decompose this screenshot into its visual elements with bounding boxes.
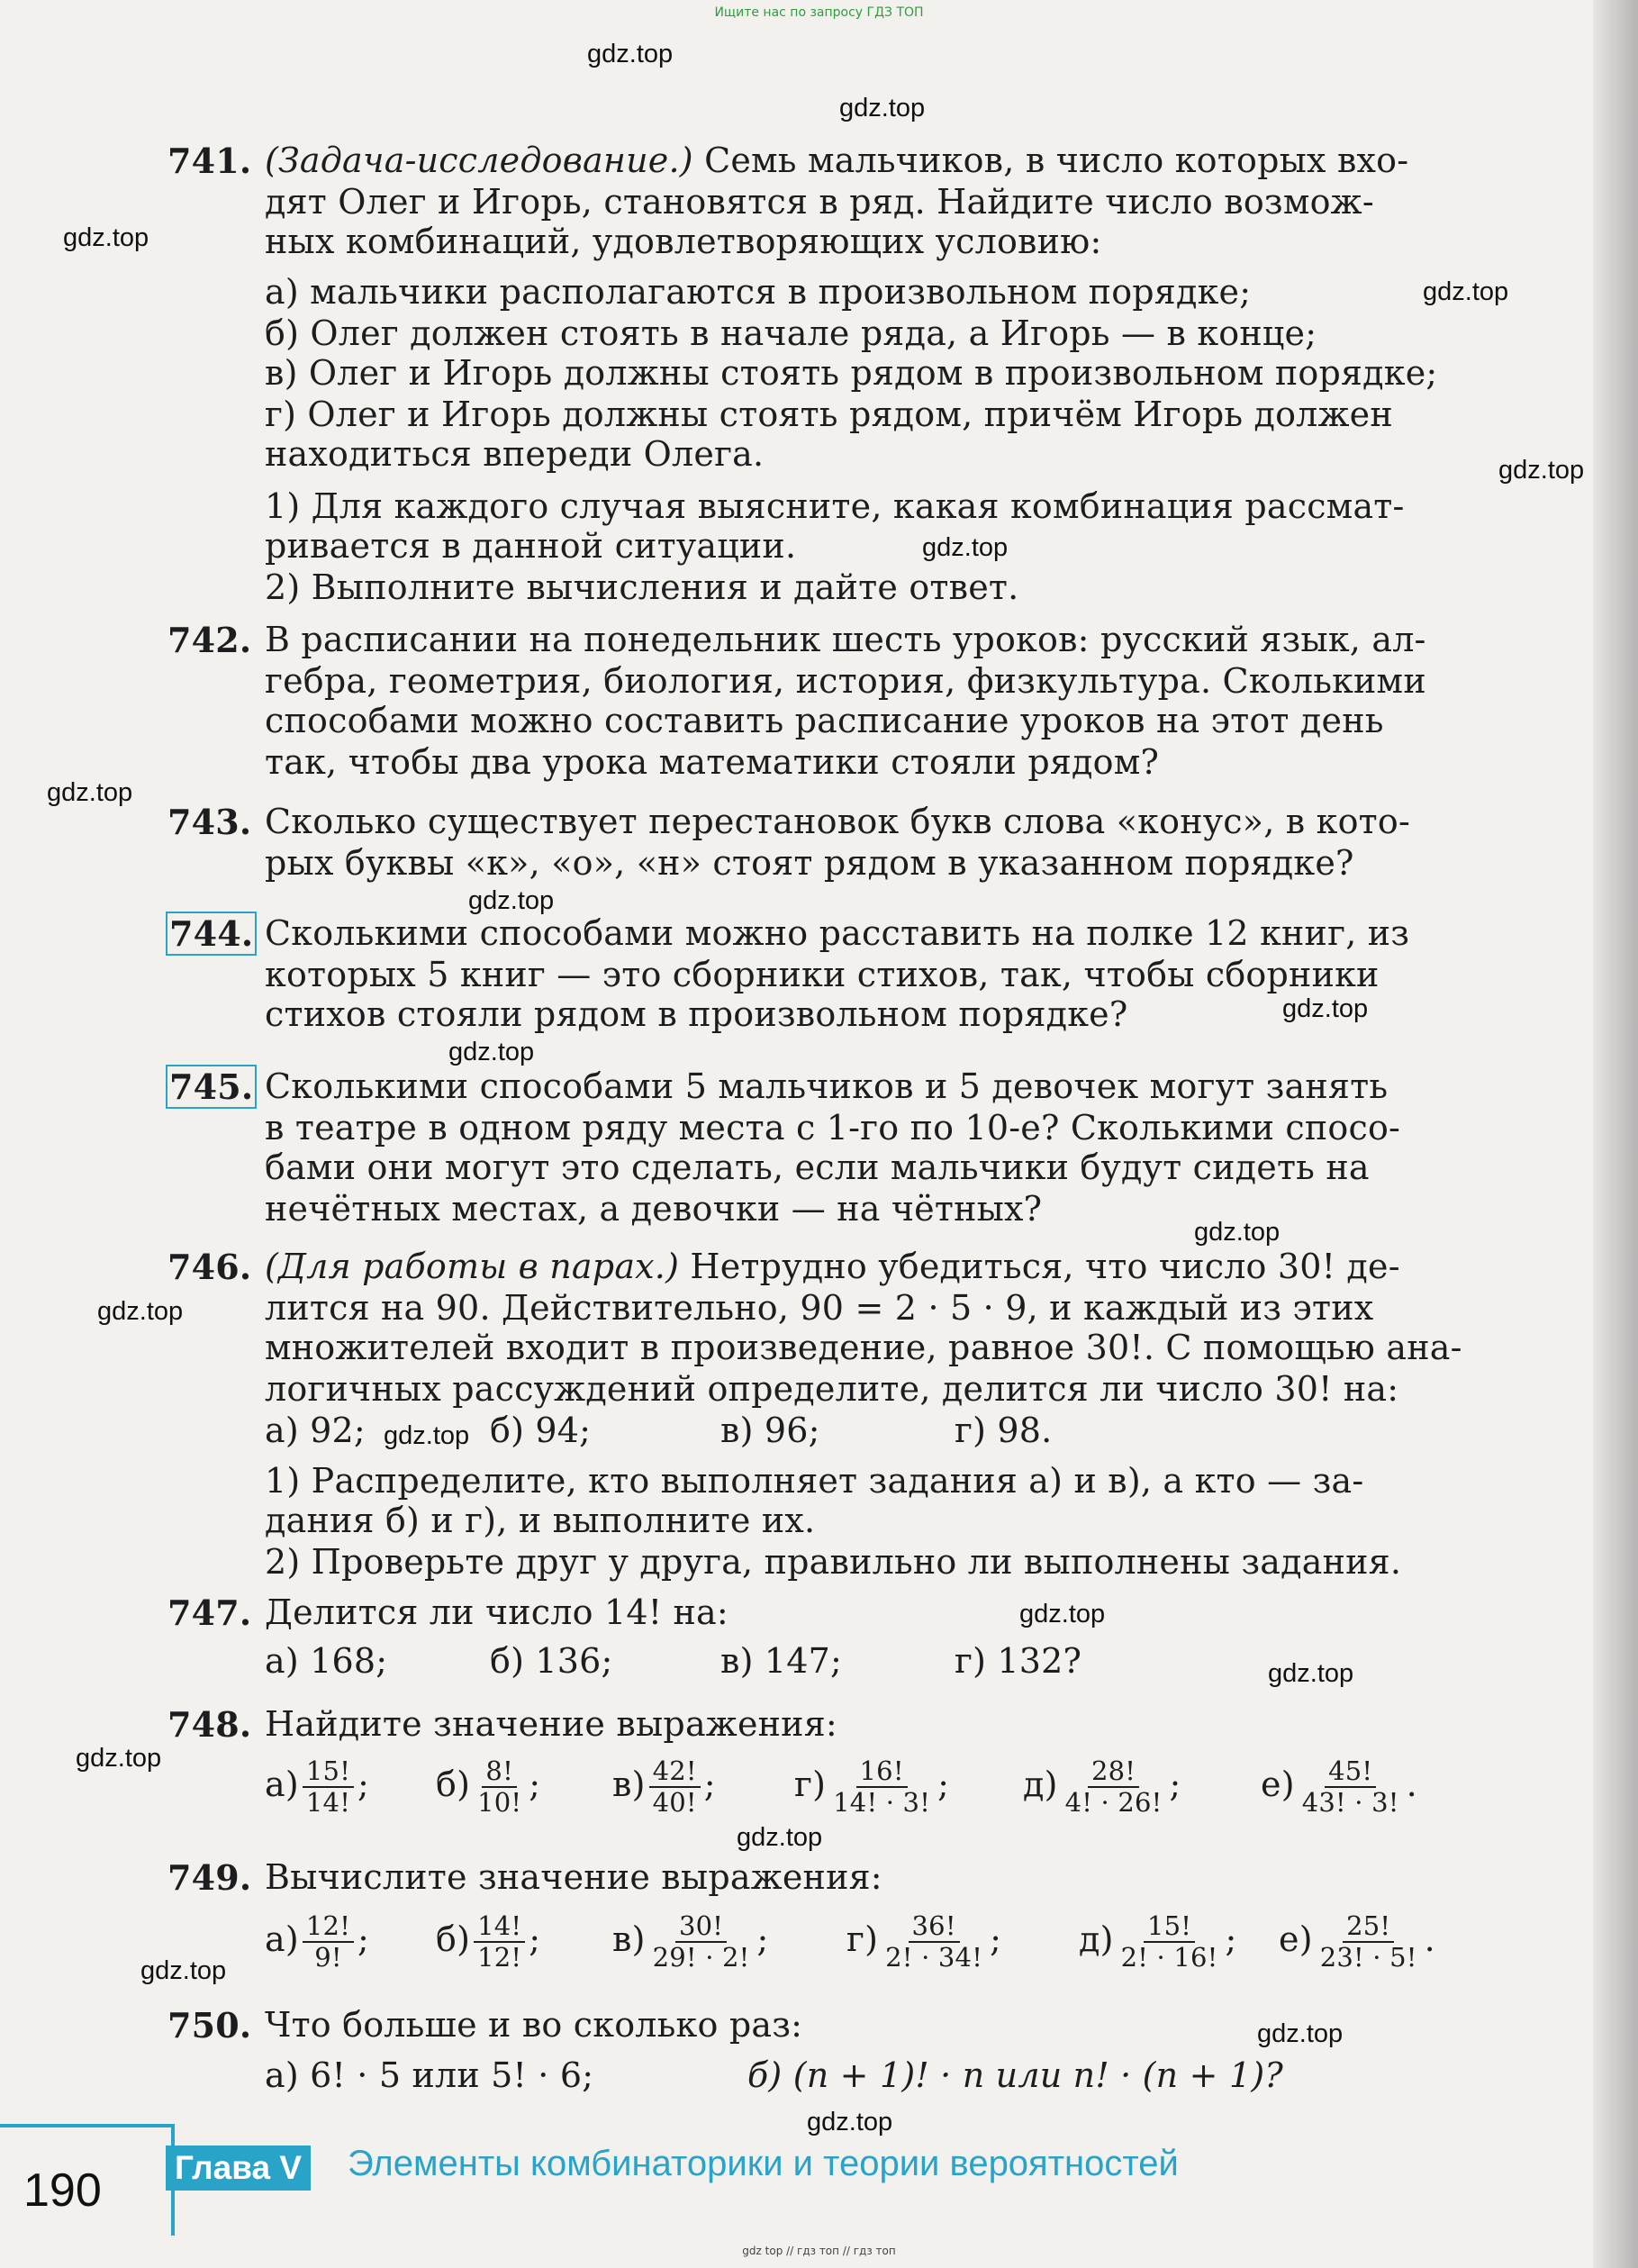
problem-741-task: 2) Выполните вычисления и дайте ответ.	[265, 567, 1019, 607]
watermark: gdz.top	[1257, 2019, 1344, 2048]
denominator: 14! · 3!	[833, 1787, 931, 1819]
fraction	[1317, 1911, 1421, 1973]
problem-number: 747.	[167, 1592, 252, 1633]
problem-747-option: а) 168;	[265, 1641, 388, 1681]
problem-741-option: находиться впереди Олега.	[265, 434, 765, 474]
fraction	[474, 1911, 525, 1973]
denominator: 14!	[305, 1787, 351, 1819]
watermark: gdz.top	[807, 2108, 893, 2136]
watermark: gdz.top	[468, 886, 555, 915]
problem-748-option: е) $\frac{45!}{43! \cdot 3!}$ .	[1261, 1755, 1417, 1819]
watermark: gdz.top	[47, 778, 133, 807]
option-label: е)	[1261, 1764, 1295, 1804]
problem-746-line: лится на 90. Действительно, 90 = 2 · 5 · 9, и каждый из этих	[265, 1288, 1374, 1328]
problem-747-line: Делится ли число 14! на:	[265, 1592, 729, 1632]
problem-742-line: способами можно составить расписание уроков на этот день	[265, 701, 1384, 740]
problem-746-task: 1) Распределите, кто выполняет задания а) и в), а кто — за-	[265, 1461, 1364, 1501]
option-label: в)	[612, 1919, 646, 1959]
problem-745-line: Сколькими способами 5 мальчиков и 5 девочек могут занять	[265, 1066, 1389, 1106]
watermark: gdz.top	[97, 1297, 184, 1326]
fraction	[1118, 1911, 1222, 1973]
problem-749-option: в) $\frac{30!}{29! \cdot 2!}$ ;	[612, 1910, 769, 1973]
problem-741-option: б) Олег должен стоять в начале ряда, а Игорь — в конце;	[265, 313, 1317, 353]
page-edge	[1593, 0, 1638, 2268]
denominator: 23! · 5!	[1319, 1942, 1417, 1973]
fraction	[1299, 1756, 1403, 1819]
problem-745-line: в театре в одном ряду места с 1-го по 10-е? Сколькими спосо-	[265, 1108, 1401, 1148]
numerator: 16!	[856, 1756, 908, 1788]
problem-749-option: г) $\frac{36!}{2! \cdot 34!}$ ;	[846, 1910, 1002, 1973]
problem-748-line: Найдите значение выражения:	[265, 1704, 837, 1744]
option-label: б)	[436, 1919, 471, 1959]
denominator: 9!	[314, 1942, 342, 1973]
option-label: е)	[1279, 1919, 1313, 1959]
problem-746-text: Нетрудно убедиться, что число 30! де-	[679, 1247, 1400, 1286]
problem-number: 741.	[167, 141, 252, 181]
problem-747-option: в) 147;	[720, 1641, 843, 1681]
option-label: в)	[612, 1764, 646, 1804]
problem-741-option: в) Олег и Игорь должны стоять рядом в произвольном порядке;	[265, 353, 1438, 393]
problem-749-option: б) $\frac{14!}{12!}$ ;	[436, 1910, 541, 1973]
chapter-title: Элементы комбинаторики и теории вероятностей	[348, 2144, 1179, 2183]
watermark: gdz.top	[1282, 994, 1369, 1023]
problem-745-line: бами они могут это сделать, если мальчики будут сидеть на	[265, 1148, 1370, 1187]
problem-748-option: а) $\frac{15!}{14!}$ ;	[265, 1755, 370, 1819]
option-label: д)	[1023, 1764, 1058, 1804]
problem-741-text: Семь мальчиков, в число которых вхо-	[692, 141, 1409, 180]
problem-741-line: ных комбинаций, удовлетворяющих условию:	[265, 222, 1102, 261]
watermark: gdz.top	[587, 40, 674, 68]
problem-number: 750.	[167, 2005, 252, 2046]
numerator: 15!	[303, 1756, 354, 1788]
denominator: 12!	[477, 1942, 522, 1973]
problem-749-option: а) $\frac{12!}{9!}$ ;	[265, 1910, 370, 1973]
problem-744-line: Сколькими способами можно расставить на полке 12 книг, из	[265, 913, 1410, 953]
problem-746-task: дания б) и г), и выполните их.	[265, 1501, 816, 1540]
problem-750-option: б) (n + 1)! · n или n! · (n + 1)?	[747, 2055, 1283, 2095]
problem-746-task: 2) Проверьте друг у друга, правильно ли выполнены задания.	[265, 1542, 1402, 1582]
problem-746-option: г) 98.	[955, 1411, 1053, 1450]
problem-747-option: г) 132?	[955, 1641, 1082, 1681]
page-number: 190	[23, 2164, 102, 2217]
problem-748-option: в) $\frac{42!}{40!}$ ;	[612, 1755, 716, 1819]
problem-746-option: в) 96;	[720, 1411, 820, 1450]
fraction	[303, 1911, 354, 1973]
problem-749-option: е) $\frac{25!}{23! \cdot 5!}$ .	[1279, 1910, 1435, 1973]
problem-743-line: рых буквы «к», «о», «н» стоят рядом в указанном порядке?	[265, 843, 1354, 883]
fraction	[1062, 1756, 1166, 1819]
watermark: gdz.top	[140, 1956, 227, 1985]
fraction	[829, 1756, 934, 1819]
problem-746-option: а) 92;	[265, 1411, 366, 1450]
fraction	[474, 1756, 525, 1819]
problem-741-task: 1) Для каждого случая выясните, какая комбинация рассмат-	[265, 486, 1405, 526]
denominator: 40!	[652, 1787, 697, 1819]
problem-number-highlighted: 744.	[166, 912, 257, 956]
problem-748-option: д) $\frac{28!}{4! \cdot 26!}$ ;	[1023, 1755, 1181, 1819]
numerator: 36!	[909, 1911, 960, 1943]
watermark: gdz.top	[76, 1744, 162, 1773]
problem-746-line	[265, 1247, 1400, 1286]
problem-750-line: Что больше и во сколько раз:	[265, 2005, 803, 2045]
problem-number: 742.	[167, 620, 252, 660]
problem-741-line: дят Олег и Игорь, становятся в ряд. Найдите число возмож-	[265, 182, 1374, 222]
problem-747-option: б) 136;	[490, 1641, 613, 1681]
problem-746-line: логичных рассуждений определите, делится ли число 30! на:	[265, 1369, 1399, 1409]
fraction	[882, 1911, 986, 1973]
problem-743-line: Сколько существует перестановок букв слова «конус», в кото-	[265, 802, 1411, 841]
problem-number-highlighted: 745.	[166, 1065, 257, 1109]
problem-746-lead: (Для работы в парах.)	[265, 1247, 680, 1286]
denominator: 4! · 26!	[1064, 1787, 1163, 1819]
option-label: г)	[846, 1919, 879, 1959]
problem-746-line: множителей входит в произведение, равное 30!. С помощью ана-	[265, 1328, 1462, 1367]
problem-750-option: а) 6! · 5 или 5! · 6;	[265, 2055, 594, 2095]
watermark: gdz.top	[922, 533, 1009, 562]
problem-number: 749.	[167, 1857, 252, 1898]
problem-741-option: а) мальчики располагаются в произвольном порядке;	[265, 272, 1252, 312]
problem-744-line: стихов стояли рядом в произвольном порядке?	[265, 994, 1128, 1034]
problem-number: 746.	[167, 1247, 252, 1287]
problem-742-line: В расписании на понедельник шесть уроков: русский язык, ал-	[265, 620, 1426, 659]
problem-749-line: Вычислите значение выражения:	[265, 1857, 882, 1897]
denominator: 10!	[477, 1787, 522, 1819]
problem-742-line: так, чтобы два урока математики стояли рядом?	[265, 742, 1160, 782]
numerator: 14!	[474, 1911, 525, 1943]
watermark: gdz.top	[737, 1823, 823, 1852]
option-label: а)	[265, 1919, 299, 1959]
option-label: г)	[794, 1764, 827, 1804]
numerator: 42!	[649, 1756, 701, 1788]
problem-749-option: д) $\frac{15!}{2! \cdot 16!}$ ;	[1079, 1910, 1237, 1973]
problem-748-option: б) $\frac{8!}{10!}$ ;	[436, 1755, 541, 1819]
top-note: Ищите нас по запросу ГДЗ ТОП	[714, 5, 924, 20]
fraction	[649, 1756, 701, 1819]
problem-742-line: гебра, геометрия, биология, история, физкультура. Сколькими	[265, 661, 1426, 701]
watermark: gdz.top	[1019, 1600, 1106, 1628]
problem-748-option: г) $\frac{16!}{14! \cdot 3!}$ ;	[794, 1755, 950, 1819]
watermark: gdz.top	[384, 1421, 470, 1450]
numerator: 30!	[675, 1911, 727, 1943]
numerator: 45!	[1325, 1756, 1376, 1788]
bottom-note: gdz top // гдз топ // гдз топ	[742, 2245, 896, 2257]
chapter-label: Глава V	[166, 2146, 311, 2191]
option-label: д)	[1079, 1919, 1114, 1959]
problem-741-option: г) Олег и Игорь должны стоять рядом, причём Игорь должен	[265, 395, 1393, 434]
fraction	[303, 1756, 354, 1819]
numerator: 15!	[1144, 1911, 1195, 1943]
problem-number: 743.	[167, 802, 252, 842]
problem-745-line: нечётных местах, а девочки — на чётных?	[265, 1189, 1043, 1229]
watermark: gdz.top	[1268, 1659, 1354, 1688]
watermark: gdz.top	[839, 94, 926, 122]
watermark: gdz.top	[448, 1038, 535, 1066]
numerator: 28!	[1088, 1756, 1139, 1788]
watermark: gdz.top	[63, 223, 149, 252]
fraction	[649, 1911, 754, 1973]
denominator: 2! · 34!	[885, 1942, 983, 1973]
problem-744-line: которых 5 книг — это сборники стихов, так, чтобы сборники	[265, 955, 1380, 994]
option-label: а)	[265, 1764, 299, 1804]
denominator: 43! · 3!	[1301, 1787, 1399, 1819]
problem-741-lead: (Задача-исследование.)	[265, 141, 693, 180]
watermark: gdz.top	[1498, 456, 1585, 485]
watermark: gdz.top	[1423, 277, 1509, 306]
problem-number: 748.	[167, 1704, 252, 1745]
numerator: 12!	[303, 1911, 354, 1943]
watermark: gdz.top	[1194, 1218, 1281, 1247]
numerator: 8!	[482, 1756, 517, 1788]
problem-741-task: ривается в данной ситуации.	[265, 526, 797, 566]
denominator: 29! · 2!	[652, 1942, 750, 1973]
problem-746-option: б) 94;	[490, 1411, 592, 1450]
option-label: б)	[436, 1764, 471, 1804]
problem-741-line	[265, 141, 1408, 180]
numerator: 25!	[1343, 1911, 1394, 1943]
denominator: 2! · 16!	[1120, 1942, 1218, 1973]
